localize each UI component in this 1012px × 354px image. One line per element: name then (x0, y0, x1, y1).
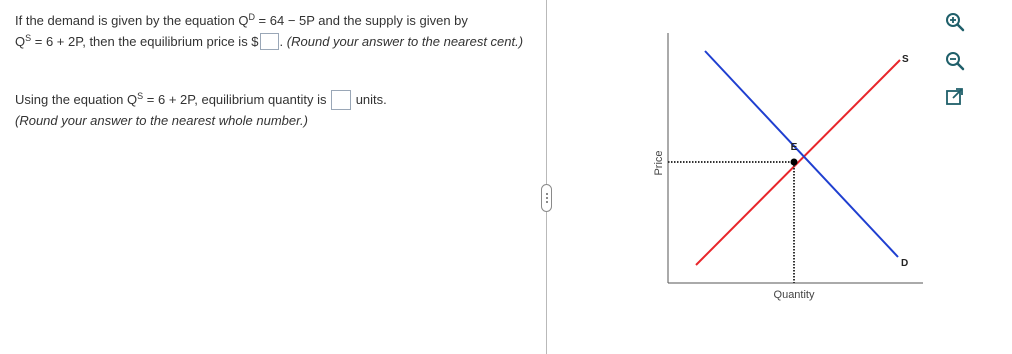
zoom-out-icon[interactable] (944, 50, 966, 72)
demand-label: D (901, 258, 909, 269)
question-2: Using the equation $Q^S = 6 + 2P$, equilibrium quantity is units. (Round your answer to the nearest whole number.) (15, 91, 387, 128)
equilibrium-label: E (790, 142, 798, 153)
supply-demand-graph (645, 25, 935, 310)
pane-resize-handle[interactable] (541, 184, 552, 212)
x-axis-label: Quantity (773, 289, 815, 301)
round-note-1: (Round your answer to the nearest cent.) (286, 34, 524, 49)
supply-label: S (902, 54, 909, 65)
supply-curve (696, 60, 900, 265)
zoom-in-icon[interactable] (944, 11, 966, 33)
quantity-answer-input[interactable] (331, 90, 351, 110)
price-answer-input[interactable] (260, 33, 279, 50)
pane-divider (546, 0, 547, 354)
equilibrium-point (791, 159, 798, 166)
round-note-2: (Round your answer to the nearest whole number.) (15, 113, 308, 128)
y-axis-label: Price (653, 150, 665, 176)
question-1: If the demand is given by the equation $Q^D = 64 - 5P$ and the supply is given by $Q^S = 6 + 2P$, then the equilibrium price is $ . (Round your answer to the nearest cent.) (15, 12, 524, 49)
popout-icon[interactable] (944, 86, 966, 108)
